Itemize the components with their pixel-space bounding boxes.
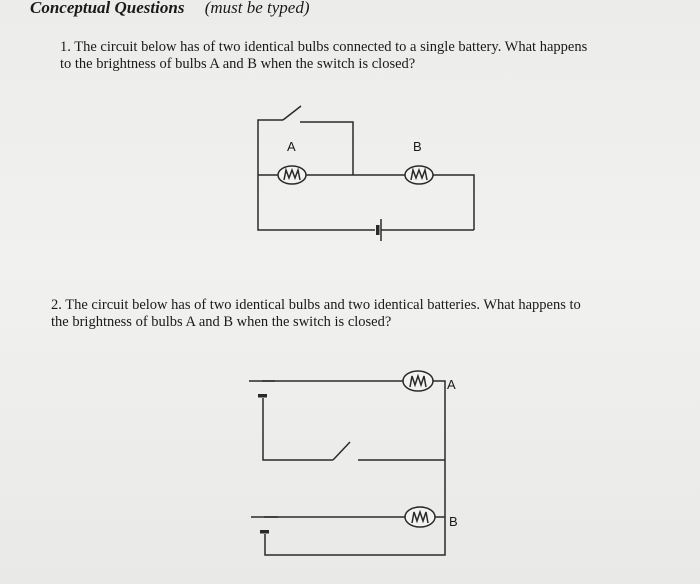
circuit-2-switch xyxy=(333,442,350,460)
circuit-2-battery-bottom xyxy=(251,517,278,534)
question-2-line-1: 2. The circuit below has of two identical bulbs and two identical batteries. What happens to xyxy=(51,297,581,313)
circuit-2-diagram xyxy=(249,371,458,555)
typing-note: (must be typed) xyxy=(204,0,310,17)
question-1-line-1: 1. The circuit below has of two identical bulbs connected to a single battery. What happens xyxy=(60,39,588,55)
question-2-line-2: the brightness of bulbs A and B when the switch is closed? xyxy=(51,314,392,330)
battery-short-plate xyxy=(258,394,267,398)
circuit-2-label-b: B xyxy=(449,514,458,529)
circuit-1-switch xyxy=(283,106,301,120)
circuit-1-label-b: B xyxy=(413,139,422,154)
circuit-2-battery-top xyxy=(249,381,275,398)
circuit-2-bulb-b xyxy=(405,507,435,527)
battery-short-plate xyxy=(376,225,380,235)
circuit-2-wires xyxy=(262,381,445,555)
circuit-2-label-a: A xyxy=(447,377,456,392)
question-1-line-2: to the brightness of bulbs A and B when the switch is closed? xyxy=(60,56,416,72)
circuit-1-battery xyxy=(376,219,381,241)
page-title: Conceptual Questions xyxy=(30,0,185,17)
circuit-1-label-a: A xyxy=(287,139,296,154)
circuit-1-bulb-b xyxy=(405,166,433,184)
circuit-1-bulb-a xyxy=(278,166,306,184)
battery-short-plate xyxy=(260,530,269,534)
circuit-1-diagram xyxy=(258,106,474,241)
circuit-2-bulb-a xyxy=(403,371,433,391)
